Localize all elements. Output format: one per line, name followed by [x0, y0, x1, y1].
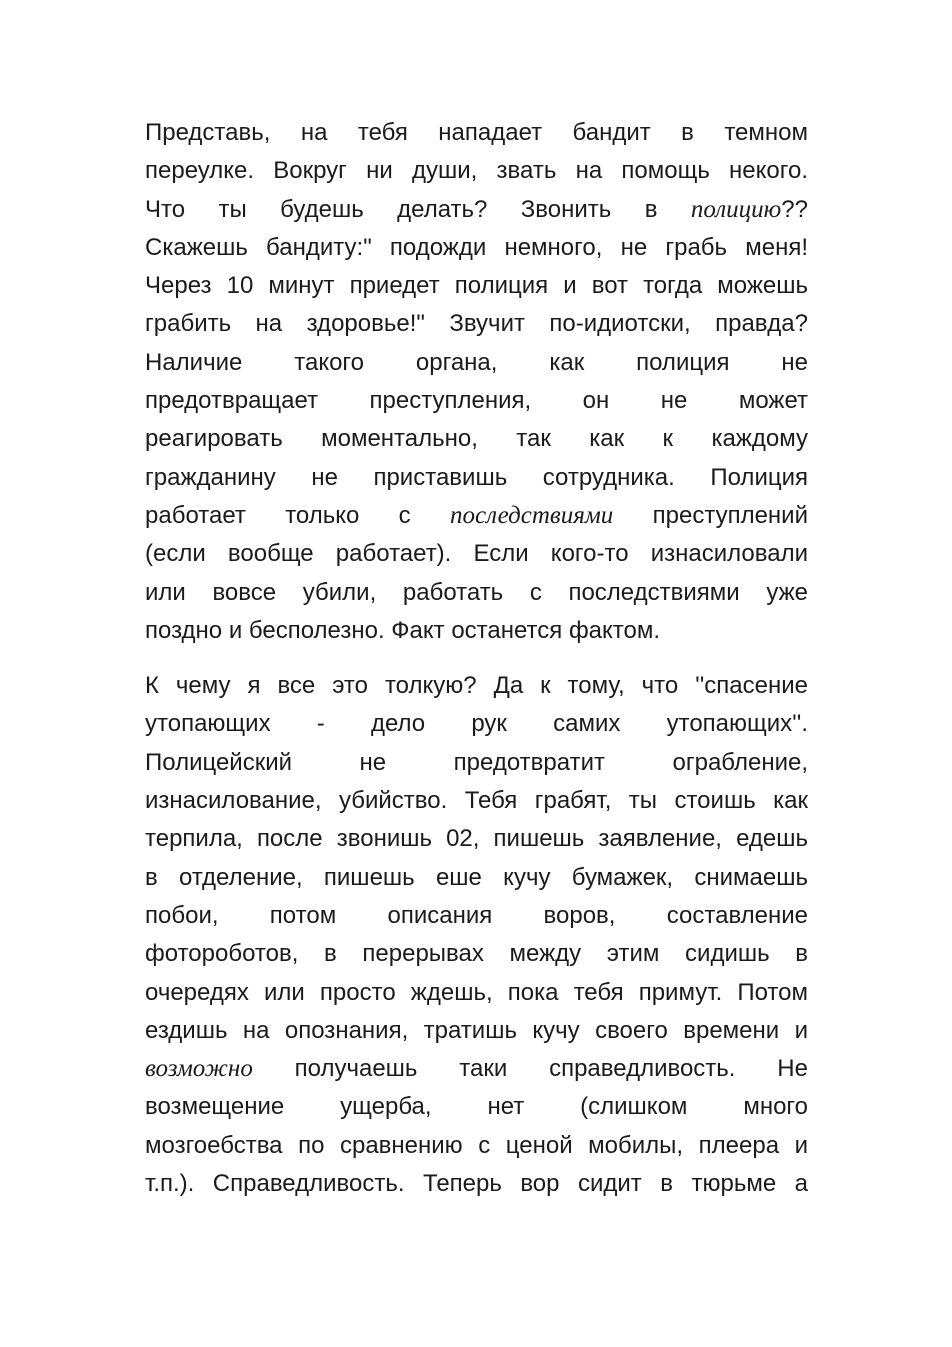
text-line	[145, 305, 808, 343]
line-text: Что ты будешь делать? Звонить в	[145, 195, 691, 223]
text-line	[145, 782, 808, 820]
line-text: побои, потом описания воров, составление	[145, 901, 808, 929]
text-line	[145, 420, 808, 458]
text-line	[145, 612, 808, 650]
text-line	[145, 344, 808, 382]
text-line	[145, 267, 808, 305]
line-text: в отделение, пишешь еше кучу бумажек, снимаешь	[145, 863, 808, 891]
text-line	[145, 744, 808, 782]
text-line	[145, 705, 808, 743]
document-body	[145, 114, 808, 1220]
line-text: т.п.). Справедливость. Теперь вор сидит в тюрьме а	[145, 1170, 808, 1198]
line-text: Скажешь бандиту:" подожди немного, не грабь меня!	[145, 233, 808, 261]
text-line	[145, 1088, 808, 1126]
line-text: Представь, на тебя нападает бандит в темном	[145, 119, 808, 146]
line-text: преступлений	[613, 501, 808, 529]
text-line	[145, 859, 808, 897]
text-line	[145, 1127, 808, 1165]
line-text: работает только с	[145, 501, 450, 529]
line-text: Полицейский не предотвратит ограбление,	[145, 748, 808, 776]
emphasis-text: последствиями	[449, 501, 614, 529]
text-line	[145, 535, 808, 573]
emphasis-text: возможно	[145, 1055, 253, 1083]
line-text: мозгоебства по сравнению с ценой мобилы, плеера и	[145, 1131, 808, 1159]
text-line	[145, 1050, 808, 1088]
line-text: изнасилование, убийство. Тебя грабят, ты стоишь как	[145, 787, 808, 815]
text-line	[145, 820, 808, 858]
line-text: Через 10 минут приедет полиция и вот тогда можешь	[145, 272, 808, 300]
line-text: очередях или просто ждешь, пока тебя примут. Потом	[145, 978, 808, 1006]
text-line	[145, 574, 808, 612]
line-text: Наличие такого органа, как полиция не	[145, 348, 808, 376]
text-line	[145, 667, 808, 705]
line-text: грабить на здоровье!" Звучит по-идиотски, правда?	[145, 310, 808, 338]
paragraph	[145, 114, 808, 650]
text-line	[145, 114, 808, 152]
line-text: или вовсе убили, работать с последствиями уже	[145, 578, 808, 606]
line-text: гражданину не приставишь сотрудника. Полиция	[145, 463, 808, 491]
text-line	[145, 152, 808, 190]
line-text: переулке. Вокруг ни души, звать на помощь некого.	[145, 157, 808, 185]
text-line	[145, 229, 808, 267]
text-line	[145, 897, 808, 935]
line-text: утопающих - дело рук самих утопающих''.	[145, 710, 808, 738]
line-text: предотвращает преступления, он не может	[145, 387, 808, 415]
line-text: поздно и бесполезно. Факт останется фактом.	[145, 616, 661, 644]
line-text: (если вообще работает). Если кого-то изнасиловали	[145, 540, 808, 568]
text-line	[145, 459, 808, 497]
line-text: возмещение ущерба, нет (слишком много	[145, 1093, 808, 1121]
text-line	[145, 935, 808, 973]
emphasis-text: полицию	[690, 195, 782, 223]
text-line	[145, 1012, 808, 1050]
line-text: К чему я все это толкую? Да к тому, что ''спасение	[145, 672, 808, 700]
line-text: терпила, после звонишь 02, пишешь заявление, едешь	[145, 825, 808, 853]
text-line	[145, 191, 808, 229]
line-text: ??	[781, 195, 808, 223]
line-text: реагировать моментально, так как к каждому	[145, 425, 808, 453]
line-text: получаешь таки справедливость. Не	[252, 1055, 808, 1083]
paragraph	[145, 667, 808, 1203]
text-line	[145, 497, 808, 535]
text-line	[145, 382, 808, 420]
line-text: фотороботов, в перерывах между этим сидишь в	[145, 940, 808, 968]
text-line	[145, 974, 808, 1012]
text-line	[145, 1165, 808, 1203]
line-text: ездишь на опознания, тратишь кучу своего времени и	[145, 1016, 808, 1044]
